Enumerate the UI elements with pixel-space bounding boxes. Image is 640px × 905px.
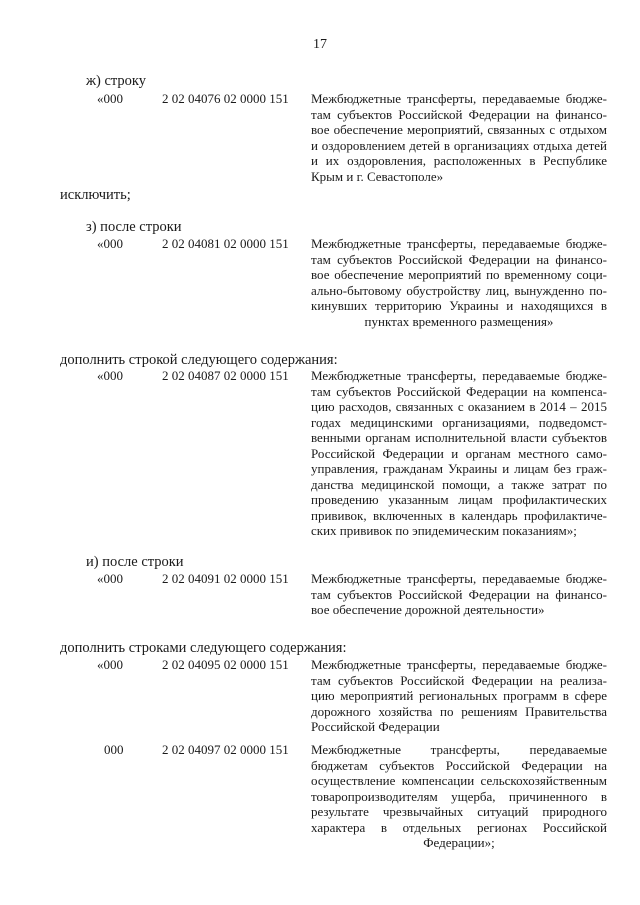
section-heading-zh: ж) строку (86, 73, 147, 89)
row-prefix: «000 (97, 571, 123, 586)
row-description: Межбюджетные трансферты, передаваемые бюдже- там субъектов Российской Федерации на реализа- цию мероприятий региональных программ в сфере дорожного хозяйства по решениям Правительства Российской Федерации (311, 657, 607, 734)
row-description: Межбюджетные трансферты, передаваемые бюджетам субъектов Российской Федерации на осуществление компенсации сельскохозяйственным товаропроизводителям ущерба, причиненного в результате чрезвычайных ситуаций природного характера в отдельных регионах Российской Федерации»; (311, 742, 607, 850)
row-description: Межбюджетные трансферты, передаваемые бюдже- там субъектов Российской Федерации на финансо- вое обеспечение мероприятий, связанных с отдыхом и оздоровлением детей в организациях отдыха детей и их оздоровления, расположенных в Республике Крым и г. Севастополе» (311, 91, 607, 184)
row-code: 2 02 04081 02 0000 151 (162, 236, 289, 251)
row-code: 2 02 04097 02 0000 151 (162, 742, 289, 757)
row-prefix: «000 (97, 236, 123, 251)
row-code: 2 02 04091 02 0000 151 (162, 571, 289, 586)
row-prefix: «000 (97, 91, 123, 106)
section-heading-dopolnit-1: дополнить строкой следующего содержания: (60, 352, 338, 368)
row-code: 2 02 04076 02 0000 151 (162, 91, 289, 106)
section-heading-isklyuchit: исключить; (60, 187, 131, 203)
section-heading-dopolnit-2: дополнить строками следующего содержания: (60, 640, 347, 656)
section-heading-i: и) после строки (86, 554, 184, 570)
row-prefix: «000 (97, 657, 123, 672)
row-description: Межбюджетные трансферты, передаваемые бюдже- там субъектов Российской Федерации на финансо- вое обеспечение мероприятий по временному соци- ально-бытовому обустройству лиц, вынужденно по- кинувших территорию Украины и находящихся в пунктах временного размещения» (311, 236, 607, 329)
row-code: 2 02 04095 02 0000 151 (162, 657, 289, 672)
row-description: Межбюджетные трансферты, передаваемые бюдже- там субъектов Российской Федерации на компенса- цию расходов, связанных с оказанием в 2014 – 2015 годах медицинскими организациями, подведомст- венными органам исполнительной власти субъектов Российской Федерации и органам местного само- управления, гражданам Украины и лицам без граж- данства медицинской помощи, а также затрат по проведению указанным лицам профилактических прививок, включенных в календарь профилактиче- ских прививок по эпидемическим показаниям»; (311, 368, 607, 538)
row-description: Межбюджетные трансферты, передаваемые бюдже- там субъектов Российской Федерации на финансо- вое обеспечение дорожной деятельности» (311, 571, 607, 617)
row-prefix: 000 (104, 742, 124, 757)
row-code: 2 02 04087 02 0000 151 (162, 368, 289, 383)
section-heading-z: з) после строки (86, 219, 182, 235)
page-number: 17 (313, 37, 327, 52)
row-prefix: «000 (97, 368, 123, 383)
